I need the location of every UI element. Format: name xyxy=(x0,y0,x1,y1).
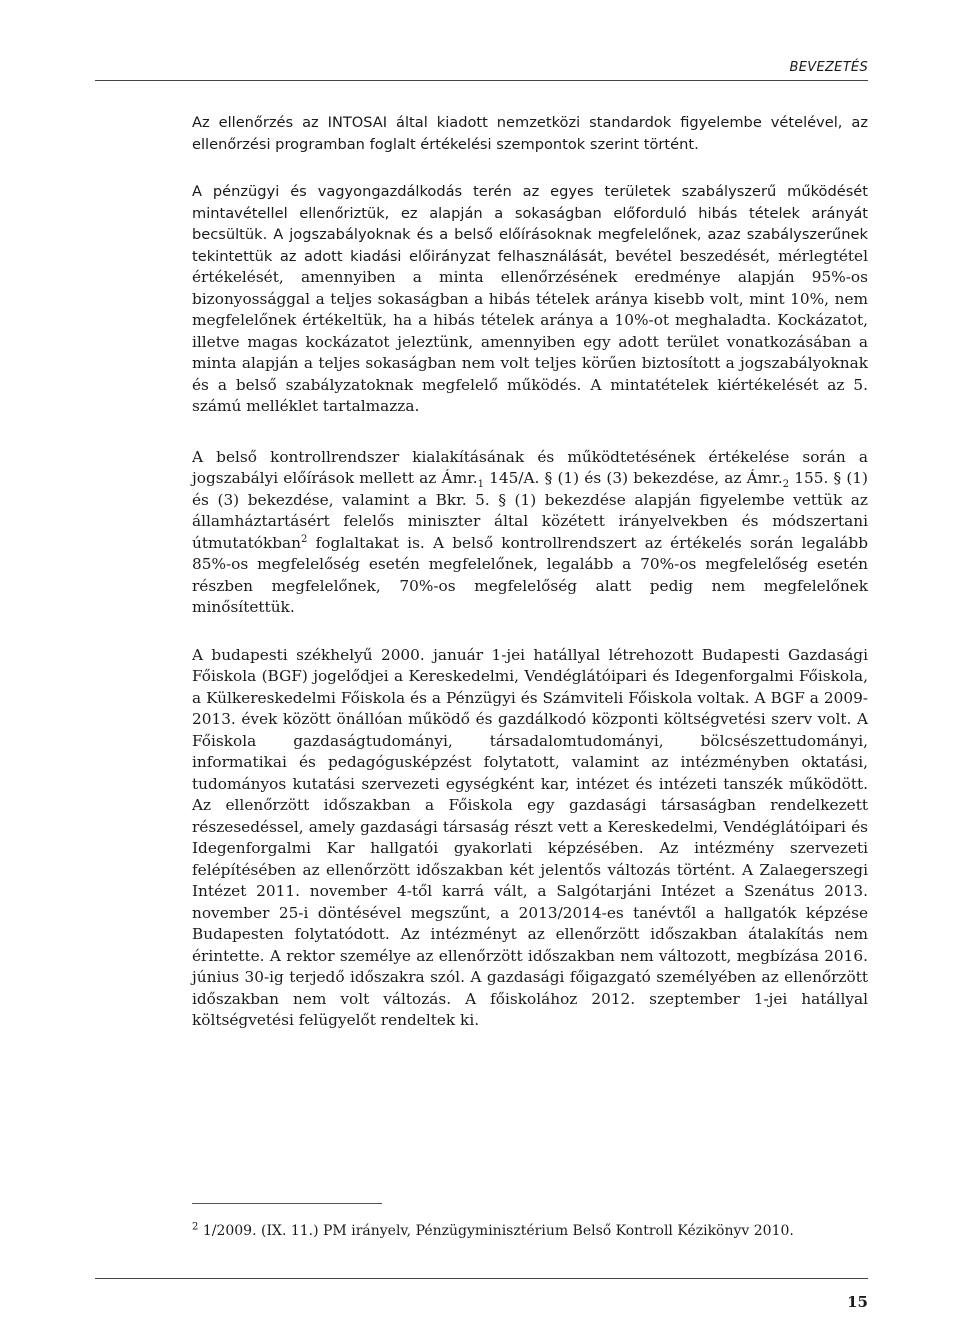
paragraph-sampling-text-b: bevétel beszedését, mérlegtétel értékelését, amennyiben a minta ellenőrzésének eredménye alapján 95%-os bizonyossággal a teljes sokaságban a hibás tételek aránya kisebb volt, mint 10%, nem megfelelőnek értékeltük, ha a hibás tételek aránya a 10%-ot meghaladta. Kockázatot, illetve magas kockázatot jeleztünk, amennyiben egy adott terület vonatkozásában a minta alapján a teljes sokaságban nem volt teljes körűen biztosított a jogszabályoknak és a belső szabályzatoknak megfelelő működés. A mintatételek kiértékelését az 5. számú melléklet tartalmazza. xyxy=(192,246,868,415)
amr-subscript-1: 1 xyxy=(477,479,484,491)
paragraph-internal-control-text-b: 145/A. § (1) és (3) bekezdése, az Ámr. xyxy=(483,469,783,487)
footnote-separator xyxy=(192,1203,382,1204)
amr-subscript-2: 2 xyxy=(782,479,790,491)
paragraph-sampling-text-a: A pénzügyi és vagyongazdálkodás terén az egyes területek szabályszerű működését mintavétellel ellenőriztük, ez alapján a sokaságban előforduló hibás tételek arányát becsültük. A jogszabályoknak és a belső előírásoknak megfelelőnek, azaz szabályszerűnek tekintettük az adott kiadási előirányzat felhasználását, xyxy=(192,183,868,265)
paragraph-internal-control-text-a: A belső kontrollrendszer kialakításának és működtetésének értékelése során a jogszabályi előírások mellett az Ámr. xyxy=(192,447,868,487)
footnote-marker: 2 xyxy=(192,1221,199,1233)
running-header: BEVEZETÉS xyxy=(789,60,868,75)
footnote-text: 1/2009. (IX. 11.) PM irányelv, Pénzügyminisztérium Belső Kontroll Kézikönyv 2010. xyxy=(198,1223,794,1239)
paragraph-intosai-text: Az ellenőrzés az INTOSAI által kiadott nemzetközi standardok figyelembe vételével, az ellenőrzési programban foglalt értékelési szempontok szerint történt. xyxy=(192,114,868,153)
paragraph-institution xyxy=(192,645,868,1032)
paragraph-internal-control-text-c: 155. § (1) és (3) bekezdése, valamint a Bkr. 5. § (1) bekezdése alapján figyelembe vettük az államháztartásért felelős miniszter által közétett irányelvekben és módszertani útmutatókban xyxy=(192,469,869,552)
paragraph-institution-text: A budapesti székhelyű 2000. január 1-jei hatállyal létrehozott Budapesti Gazdasági Főiskola (BGF) jogelődjei a Kereskedelmi, Vendéglátóipari és Idegenforgalmi Főiskola, a Külkereskedelmi Főiskola és a Pénzügyi és Számviteli Főiskola voltak. A BGF a 2009-2013. évek között önállóan működő és gazdálkodó központi költségvetési szerv volt. A Főiskola gazdaságtudományi, társadalomtudományi, bölcsészettudományi, informatikai és pedagógusképzést folytatott, valamint az intézményben oktatási, tudományos kutatási szervezeti egységként kar, intézet és intézeti tanszék működött. Az ellenőrzött időszakban a Főiskola egy gazdasági társaságban rendelkezett részesedéssel, amely gazdasági társaság részt vett a Kereskedelmi, Vendéglátóipari és Idegenforgalmi Kar hallgatói gyakorlati képzésében. Az intézmény szervezeti felépítésében az ellenőrzött időszakban két jelentős változás történt. A Zalaegerszegi Intézet 2011. november 4-től karrá vált, a Salgótarjáni Intézet a Szenátus 2013. november 25-i döntésével megszűnt, a 2013/2014-es tanévtől a hallgatók képzése Budapesten folytatódott. Az intézményt az ellenőrzött időszakban átalakítás nem érintette. A rektor személye az ellenőrzött időszakban nem változott, megbízása 2016. június 30-ig terjedő időszakra szól. A gazdasági főigazgató személyében az ellenőrzött időszakban nem volt változás. A főiskolához 2012. szeptember 1-jei hatállyal költségvetési felügyelőt rendeltek ki. xyxy=(192,645,868,1029)
paragraph-sampling xyxy=(192,181,868,418)
footer-rule xyxy=(95,1278,868,1279)
paragraph-internal-control xyxy=(192,447,868,619)
body-text xyxy=(192,112,868,1032)
paragraph-internal-control-text-d: foglaltakat is. A belső kontrollrendszert az értékelés során legalább 85%-os megfelelőség esetén megfelelőnek, legalább a 70%-os megfelelőség esetén részben megfelelőnek, 70%-os megfelelőség alatt pedig nem megfelelőnek minősítettük. xyxy=(192,533,868,616)
page-number: 15 xyxy=(847,1293,868,1311)
paragraph-intosai xyxy=(192,112,868,155)
footnote xyxy=(192,1222,794,1240)
footnote-reference: 2 xyxy=(301,533,308,545)
header-rule xyxy=(95,80,868,81)
